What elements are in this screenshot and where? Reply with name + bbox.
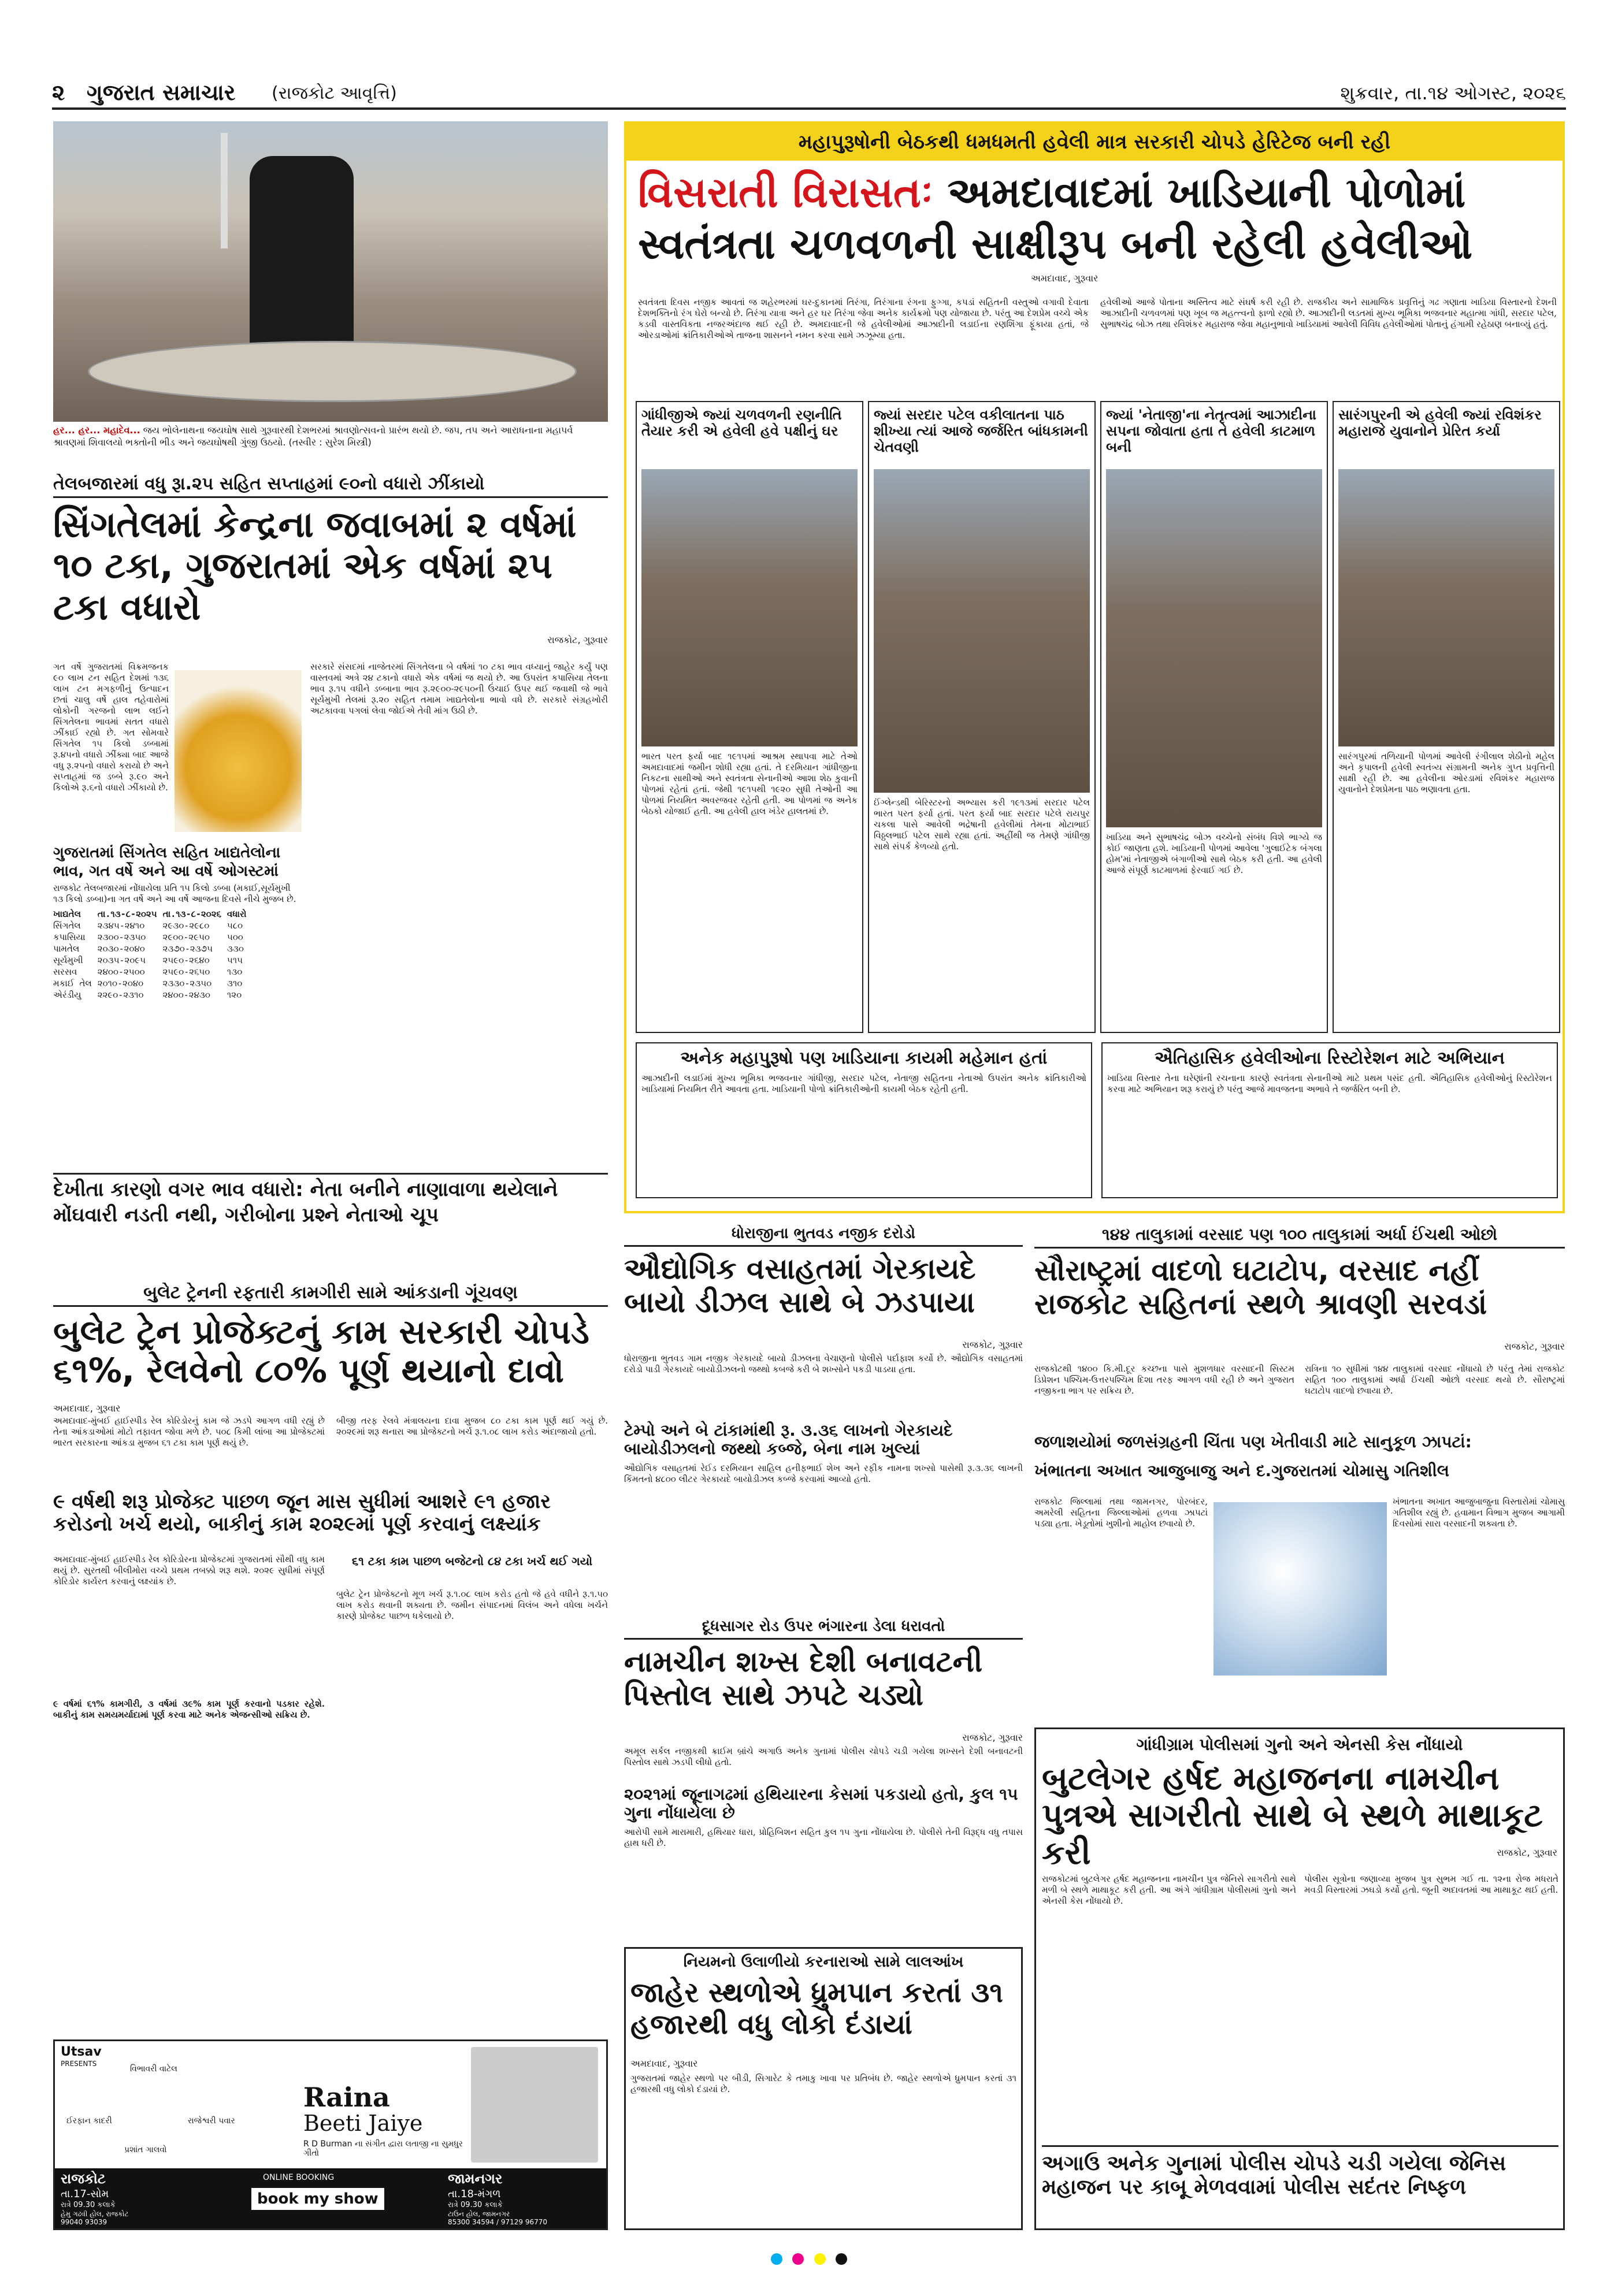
- oil-table-cell: સૂર્યમુખી: [53, 955, 83, 965]
- rain-col-1: [1034, 1364, 1294, 1427]
- oil-body-1: ગત વર્ષે ગુજરાતમાં વિક્રમજનક ૯૦ લાખ ટન સહિત દેશમાં ૧૩૬ લાખ ટન મગફળીનું ઉત્પાદન છતાં ચાલુ વર્ષે હાલ તહેવારોમાં લોકોની ગરજનો લાભ લઈને સિંગતેલના ભાવમાં સતત વધારો ઝીંકાઈ રહ્યો છે. ગત સોમવારે સિંગતેલ ૧૫ કિલો ડબ્બામાં રૂ.૪૫નો વધારો ઝીંક્યા બાદ આજે વધુ રૂ.૨૫નો વધારો કરાયો છે અને સપ્તાહમાં જ ડબ્બે રૂ.૯૦ અને કિલોએ રૂ.૬નો વધારો ઝીંકાયો છે.: [53, 662, 169, 793]
- card-4-title: સારંગપુરની એ હવેલી જ્યાં રવિશંકર મહારાજે યુવાનોને પ્રેરિત કર્યા: [1338, 407, 1542, 439]
- edition: (રાજકોટ આવૃત્તિ): [272, 83, 397, 103]
- bullet-col-2: [336, 1416, 608, 1485]
- page-header: [52, 75, 1566, 110]
- th-2025: તા.૧૩-૮-૨૦૨૫: [97, 909, 157, 919]
- haveli-headline-2: સ્વતંત્રતા ચળવળની સાક્ષીરૂપ બની રહેલી હવેલીઓ: [638, 219, 1473, 268]
- temple-photo: [53, 121, 608, 422]
- ad-title-2: Beeti Jaiye: [303, 2111, 423, 2136]
- haveli-card-3: [1100, 401, 1328, 1033]
- ad-footer: [55, 2168, 606, 2228]
- oil-table-cell: કપાસિયા: [53, 932, 86, 942]
- card-1-text-wrap: [637, 746, 862, 1033]
- oil-table-cell: ૨૪૦૦-૨૪૩૦: [162, 990, 210, 1000]
- smoking-col-1: [630, 2073, 1016, 2160]
- oil-table-title: ગુજરાતમાં સિંગતેલ સહિત ખાદ્યતેલોના ભાવ, ગત વર્ષે અને આ વર્ષે ઓગસ્ટમાં: [53, 844, 281, 880]
- ring-base: [88, 341, 577, 402]
- ad-phone-1: 99040 93039: [61, 2218, 107, 2226]
- haveli-photo-row: [636, 401, 1558, 1031]
- ad-singer-3: રાજેશ્વરી પવાર: [188, 2116, 235, 2126]
- haveli-col-1: [638, 297, 1089, 395]
- ad-venue-1: હેમુ ગઢવી હોલ, રાજકોટ: [61, 2210, 129, 2218]
- restoration-box: [1101, 1042, 1558, 1198]
- oil-kicker: તેલબજારમાં વધુ રૂા.૨૫ સહિત સપ્તાહમાં ૯૦નો વધારો ઝીંકાયો: [53, 474, 608, 498]
- ad-singer-2: ઈરફાન કાદરી: [66, 2116, 112, 2126]
- oil-table-box: [53, 844, 302, 1075]
- diesel-body-1: ધોરાજીના ભુતવડ ગામ નજીક ગેરકાયદે બાયો ડીઝલના વેચાણનો પોલીસે પર્દાફાશ કર્યો છે. ઔદ્યોગિક વસાહતમાં દરોડો પાડી ગેરકાયદે બાયોડીઝલનો જથ્થો કબજે કરી બે શખ્સોને પકડી પાડયા હતા.: [624, 1353, 1023, 1374]
- trishul-icon: [221, 133, 228, 248]
- ad-sub: R D Burman ના સંગીત દ્વારા લતાજી ના સુમધુર ગીતો: [303, 2139, 463, 2158]
- concert-ad: [53, 2039, 608, 2230]
- reg-dot-black: [836, 2253, 847, 2265]
- issue-date: શુક્રવાર, તા.૧૪ ઓગસ્ટ, ૨૦૨૬: [1340, 82, 1566, 104]
- bullet-kicker: બુલેટ ટ્રેનની રફતારી કામગીરી સામે આંકડાની ગૂંચવણ: [53, 1283, 608, 1307]
- oil-table-cell: ૨૩૪૫-૨૪૧૦: [97, 920, 145, 931]
- bullet-body-2: બીજી તરફ રેલવે મંત્રાલયના દાવા મુજબ ૮૦ ટકા કામ પૂર્ણ થઈ ગયું છે. ૨૦૨૯માં શરૂ થનારા આ પ્રોજેક્ટનો ખર્ચ રૂ.૧.૦૮ લાખ કરોડ અંદાજાયો હતો.: [336, 1416, 608, 1437]
- ad-time-1: રાત્રે 09.30 કલાકે: [61, 2201, 116, 2209]
- rain-headline: સૌરાષ્ટ્રમાં વાદળો ઘટાટોપ, વરસાદ નહીં રાજકોટ સહિતનાં સ્થળે શ્રાવણી સરવડાં: [1034, 1254, 1487, 1321]
- photo-caption: [53, 424, 608, 459]
- pistol-kicker: દૂધસાગર રોડ ઉપર ભંગારના ડેલા ધરાવતો: [624, 1618, 1023, 1640]
- card-4-photo: [1338, 469, 1554, 746]
- registration-marks: [0, 2253, 1618, 2276]
- oil-table-row: [53, 954, 252, 966]
- police-body-1: રાજકોટમાં બુટલેગર હર્ષદ મહાજનના નામચીન પુત્ર જેનિસે સાગરીતો સાથે મળી બે સ્થળે માથાકૂટ કરી હતી. આ અંગે ગાંધીગ્રામ પોલીસમાં ગુનો અને એનસી કેસ નોંધાયો છે.: [1042, 1874, 1296, 1906]
- oil-table-cell: ૨૯૦૦-૨૯૫૦: [162, 932, 210, 942]
- oil-table-cell: ૫૧૫: [227, 955, 243, 965]
- caption-text: જય ભોલેનાથના જયઘોષ સાથે ગુરૂવારથી દેશભરમાં શ્રાવણોત્સવનો પ્રારંભ થયો છે. જપ, તપ અને આરાધનાના મહાપર્વ શ્રાવણમાં શિવાલયો ભક્તોની ભીડ અને જયઘોષથી ગુંજી ઉઠયો. (તસ્વીર : સુરેશ મિસ્ત્રી): [53, 425, 573, 448]
- oil-dateline: રાજકોટ, ગુરૂવાર: [547, 634, 608, 645]
- restoration-title: ઐતિહાસિક હવેલીઓના રિસ્ટોરેશન માટે અભિયાન: [1155, 1048, 1505, 1068]
- police-col-1: [1042, 1874, 1296, 2122]
- caption-bold: હર... હર... મહાદેવ...: [53, 425, 140, 436]
- haveli-card-1: [636, 401, 863, 1033]
- oil-table-row: [53, 989, 252, 1001]
- smoking-kicker: નિયમનો ઉલાળીયો કરનારાઓ સામે લાલઆંખ: [683, 1953, 964, 1971]
- oil-table-cell: ૩૧૦: [227, 978, 243, 989]
- diesel-col-1: [624, 1353, 1023, 1417]
- card-4-text: સારંગપુરમાં તળિયાની પોળમાં આવેલી રંગીલાલ શેઠીનો મહેલ અને કૃપાલની હવેલી સ્વતંત્ર્ય સંગ્રામની અનેક ગુપ્ત પ્રવૃત્તિની સાક્ષી રહી છે. આ હવેલીના ઓરડામાં રવિશંકર મહારાજ યુવાનોને દેશપ્રેમના પાઠ ભણાવતા હતા.: [1338, 751, 1554, 794]
- oil-image: [175, 670, 302, 832]
- haveli-body-1: સ્વતંત્રતા દિવસ નજીક આવતાં જ શહેરભરમાં ઘર-દુકાનમાં તિરંગા, તિરંગાના રંગના ફુગ્ગા, કપડાં સહિતની વસ્તુઓ વગાવી દેવાતા દેશભક્તિનો રંગ ઘેરો બન્યો છે. તિરંગા યાત્રા અને હર ઘર તિરંગા જેવા અનેક કાર્યક્રમો પણ યોજાયા છે. પરંતુ આ દેશપ્રેમ વચ્ચે એક કડવી વાસ્તવિકતા નજરઅંદાજ થઈ રહી છે. અમદાવાદની જે હવેલીઓમાં આઝાદીની લડાઈના રણશિંગા ફૂંકાયા હતાં, જે ઓરડાઓમાં ક્રાંતિકારીઓએ તાજના શાસનને નમન કરવા સામે ઝઝૂમ્યા હતા.: [638, 297, 1089, 340]
- card-2-title: જ્યાં સરદાર પટેલ વકીલાતના પાઠ શીખ્યા ત્યાં આજે જર્જરિત બાંધકામની ચેતવણી: [874, 407, 1088, 455]
- oil-table-cell: ૫૮૦: [227, 920, 243, 931]
- oil-story: [53, 474, 608, 1257]
- card-2-photo: [874, 469, 1090, 793]
- oil-table-cell: સરસવ: [53, 967, 77, 977]
- haveli-body-2: હવેલીઓ આજે પોતાના અસ્તિત્વ માટે સંઘર્ષ કરી રહી છે. રાજકીય અને સામાજિક પ્રવૃત્તિનું ગઢ ગણાતા ખાડિયા વિસ્તારનો દેશની આઝાદીની ચળવળમાં પણ ખૂબ જ મહત્ત્વનો ફાળો રહ્યો છે. આઝાદીની લડતમાં મુખ્ય ભૂમિકા ભજવનાર મહાત્મા ગાંધી, સરદાર પટેલ, સુભાષચંદ્ર બોઝ તથા રવિશંકર મહારાજ જેવા મહાનુભાવો ખાડિયામાં આવેલી વિવિધ હવેલીઓમાં પોતાનું હંગામી રહેઠાણ બનાવ્યું હતું.: [1100, 297, 1557, 329]
- ad-phone-2: 85300 34594 / 97129 96770: [448, 2218, 547, 2226]
- rain-col-3: [1034, 1496, 1208, 1710]
- reg-dot-yellow: [814, 2253, 826, 2265]
- bullet-box-title: ૬૧ ટકા કામ પાછળ બજેટનો ૮૪ ટકા ખર્ચ થઈ ગયો: [351, 1554, 593, 1568]
- diesel-story: [624, 1225, 1023, 1618]
- restoration-text-wrap: [1107, 1073, 1552, 1095]
- haveli-headline-1: અમદાવાદમાં ખાડિયાની પોળોમાં: [947, 168, 1466, 217]
- ad-city-1: રાજકોટ: [61, 2171, 106, 2187]
- haveli-card-4: [1333, 401, 1560, 1033]
- smoking-headline: જાહેર સ્થળોએ ધ્રુમપાન કરતાં ૩૧ હજારથી વધુ લોકો દંડાયાં: [630, 1977, 1003, 2041]
- bullet-col-3: [53, 1554, 325, 1699]
- bullet-headline: બુલેટ ટ્રેન પ્રોજેક્ટનું કામ સરકારી ચોપડે ૬૧%, રેલવેનો ૮૦% પૂર્ણ થયાનો દાવો: [53, 1312, 589, 1390]
- smoking-story: [624, 1947, 1023, 2230]
- diesel-kicker: ધોરાજીના ભુતવડ નજીક દરોડો: [624, 1225, 1023, 1247]
- mahapurush-text-wrap: [641, 1073, 1086, 1095]
- pistol-body-2: આરોપી સામે મારામારી, હથિયાર ધારા, પ્રોહિબિશન સહિત કુલ ૧૫ ગુના નોંધાયેલા છે. પોલીસે તેની વિરૂદ્ધ વધુ તપાસ હાથ ધરી છે.: [624, 1827, 1023, 1849]
- ad-date-1: તા.17-સોમ: [61, 2188, 109, 2200]
- bullet-body-5: ૯ વર્ષમાં ૬૧% કામગીરી, ૩ વર્ષમાં ૩૯% કામ પૂર્ણ કરવાનો પડકાર રહેશે. બાકીનું કામ સમયમર્યાદામાં પૂર્ણ કરવા માટે અનેક એજન્સીઓ સક્રિય છે.: [53, 1699, 325, 1720]
- bullet-col-1: [53, 1416, 325, 1485]
- haveli-col-2: [1100, 297, 1557, 395]
- oil-table-row: [53, 943, 252, 954]
- rain-subhead-1: જળાશયોમાં જળસંગ્રહની ચિંતા પણ ખેતીવાડી માટે સાનુકૂળ ઝાપટાં:: [1034, 1432, 1472, 1451]
- ad-brand: Utsav: [61, 2045, 102, 2059]
- police-headline: બુટલેગર હર્ષદ મહાજનના નામચીન પુત્રએ સાગરીતો સાથે બે સ્થળે માથાકૂટ કરી: [1042, 1760, 1543, 1872]
- pistol-col-1: [624, 1746, 1023, 1781]
- card-1-photo: [641, 469, 858, 746]
- card-2-text-wrap: [869, 793, 1094, 1033]
- oil-table-cell: એરંડીયુ: [53, 990, 81, 1000]
- mahapurush-text: આઝાદીની લડાઈમાં મુખ્ય ભૂમિકા ભજવનાર ગાંધીજી, સરદાર પટેલ, નેતાજી સહિતના નેતાઓ ઉપરાંત અનેક ક્રાંતિકારીઓ ખાડિયામાં નિયમિત રીતે આવતા હતા. ખાડિયાની પોળો ક્રાંતિકારીઓની કાયમી બેઠક રહેતી હતી.: [641, 1073, 1086, 1094]
- police-dateline: રાજકોટ, ગુરૂવાર: [1497, 1847, 1557, 1858]
- bullet-body-3: અમદાવાદ-મુંબઈ હાઈસ્પીડ રેલ કોરિડોરના પ્રોજેક્ટમાં ગુજરાતમાં સૌથી વધુ કામ થયું છે. સુરતથી બીલીમોરા વચ્ચે પ્રથમ તબક્કો શરૂ થશે. ૨૦૨૯ સુધીમાં સંપૂર્ણ કોરિડોર કાર્યરત કરવાનું લક્ષ્યાંક છે.: [53, 1554, 325, 1587]
- police-body-2: પોલીસ સૂત્રોના જણાવ્યા મુજબ પુત્ર સુભમ ગઈ તા. ૧૨ના રોજ મધરાતે મવડી વિસ્તારમાં ઝઘડો કર્યો હતો. જૂની અદાવતમાં આ માથાકૂટ થઈ હતી.: [1304, 1874, 1558, 1895]
- bullet-story: [53, 1283, 608, 2011]
- card-3-title: જ્યાં 'નેતાજી'ના નેતૃત્વમાં આઝાદીના સપના જોવાતા હતા તે હવેલી કાટમાળ બની: [1106, 407, 1316, 455]
- police-kicker: ગાંધીગ્રામ પોલીસમાં ગુનો અને એનસી કેસ નોંધાયો: [1136, 1735, 1463, 1754]
- pistol-subhead: ૨૦૨૧માં જૂનાગઢમાં હથિયારના કેસમાં પકડાયો હતો, કુલ ૧૫ ગુના નોંધાયેલા છે: [624, 1785, 1018, 1823]
- haveli-headline-line1: [638, 169, 1551, 217]
- oil-table-cell: ૨૦૧૦-૨૦૪૦: [97, 978, 144, 989]
- oil-table-cell: ૨૨૯૦-૨૩૧૦: [97, 990, 144, 1000]
- oil-table-cell: ૨૯૩૦-૨૯૮૦: [162, 920, 210, 931]
- ad-booking: ONLINE BOOKING: [263, 2173, 335, 2182]
- pistol-headline: નામચીન શખ્સ દેશી બનાવટની પિસ્તોલ સાથે ઝપટે ચડ્યો: [624, 1645, 983, 1712]
- rain-body-3: રાજકોટ જિલ્લામાં તથા જામનગર, પોરબંદર, અમરેલી સહિતના જિલ્લાઓમાં હળવા ઝાપટાં પડ્યા હતા. ખેડૂતોમાં ખુશીનો માહોલ છવાયો છે.: [1034, 1496, 1208, 1529]
- card-3-text-wrap: [1101, 827, 1327, 1033]
- bullet-body-1: અમદાવાદ-મુંબઈ હાઈસ્પીડ રેલ કોરિડોરનું કામ જે ઝડપે આગળ વધી રહ્યું છે તેના આંકડાઓમાં મોટો તફાવત જોવા મળે છે. ૫૦૮ કિમી લાંબા આ પ્રોજેક્ટમાં ભારત સરકારના આંકડા મુજબ ૬૧ ટકા કામ પૂર્ણ થયું છે.: [53, 1416, 325, 1448]
- haveli-card-2: [868, 401, 1096, 1033]
- cloud-photo: [1214, 1502, 1387, 1675]
- oil-table-cell: ૨૪૦૦-૨૫૦૦: [97, 967, 145, 977]
- mahapurush-box: [636, 1042, 1092, 1198]
- page-number: ૨: [52, 80, 65, 105]
- card-3-photo: [1106, 469, 1322, 827]
- oil-col-1: [53, 662, 169, 835]
- police-col-2: [1304, 1874, 1558, 2122]
- reg-dot-magenta: [792, 2253, 804, 2265]
- oil-table-row: [53, 920, 252, 931]
- police-footer: અગાઉ અનેક ગુનામાં પોલીસ ચોપડે ચડી ગયેલા જેનિસ મહાજન પર કાબૂ મેળવવામાં પોલીસ સદંતર નિષ્ફળ: [1042, 2145, 1558, 2200]
- card-1-title: ગાંધીજીએ જ્યાં ચળવળની રણનીતિ તૈયાર કરી એ હવેલી હવે પક્ષીનું ઘર: [641, 407, 842, 439]
- ad-city-2: જામનગર: [448, 2171, 503, 2187]
- th-2026: તા.૧૩-૮-૨૦૨૬: [162, 909, 221, 919]
- ad-date-2: તા.18-મંગળ: [448, 2188, 501, 2200]
- pistol-col-2: [624, 1827, 1023, 1914]
- rain-body-1: રાજકોટથી ૧૪૦૦ કિ.મી.દૂર કચ્છના પાસે મુશળધાર વરસાદની સિસ્ટમ ડિપ્રેશન પશ્ચિમ-ઉત્તરપશ્ચિમ દિશા તરફ આગળ વધી રહી છે અને ગુજરાત નજીકના ભાગ પર સક્રિય છે.: [1034, 1364, 1294, 1396]
- reg-dot-cyan: [771, 2253, 782, 2265]
- restoration-text: ખાડિયા વિસ્તાર તેના ઘરેણાંની રચનાના કારણે સ્વતંત્રતા સેનાનીઓ માટે પ્રથમ પસંદ હતી. ઐતિહાસિક હવેલીઓનું રિસ્ટોરેશન કરવા માટે અભિયાન શરૂ કરાયું છે પરંતુ આજે માવજતના અભાવે તે જર્જરિત બની છે.: [1107, 1073, 1552, 1094]
- ad-time-2: રાત્રે 09.30 કલાકે: [448, 2201, 503, 2209]
- diesel-subhead: ટેમ્પો અને બે ટાંકામાંથી રૂ. ૩.૩૬ લાખનો ગેરકાયદે બાયોડીઝલનો જથ્થો કબ્જે, બેના નામ ખુલ્યાં: [624, 1421, 953, 1459]
- police-story: [1034, 1727, 1565, 2230]
- haveli-dateline: અમદાવાદ, ગુરૂવાર: [1031, 272, 1099, 284]
- th-increase: વધારો: [227, 909, 247, 919]
- haveli-kicker: મહાપુરૂષોની બેઠકથી ધમધમતી હવેલી માત્ર સરકારી ચોપડે હેરિટેજ બની રહી: [626, 124, 1563, 161]
- rain-body-4: ખંભાતના અખાત આજુબાજુના વિસ્તારોમાં ચોમાસુ ગતિશીલ રહ્યું છે. હવામાન વિભાગ મુજબ આગામી દિવસોમાં સારા વરસાદની શક્યતા છે.: [1393, 1496, 1565, 1529]
- oil-table-cell: ૧૨૦: [227, 990, 242, 1000]
- oil-table-cell: ૨૫૯૦-૨૬૫૦: [162, 967, 210, 977]
- ad-venue-2: ટાઉન હોલ, જામનગર: [448, 2210, 510, 2218]
- bookmyshow-logo[interactable]: book my show: [251, 2188, 384, 2210]
- oil-table-cell: ૨૩૦૦-૨૩૫૦: [97, 932, 146, 942]
- oil-table-body: [53, 920, 252, 1001]
- oil-table-row: [53, 931, 252, 943]
- oil-table-cell: ૩૩૦: [227, 943, 244, 954]
- oil-table-intro: રાજકોટ તેલબજારમાં નોંધાયેલા પ્રતિ ૧૫ કિલો ડબ્બા (મકાઈ,સૂર્યમુખી ૧૩ કિલો ડબ્બા)ના ગત વર્ષે અને આ વર્ષે આજના દિવસે નીચે મુજબ છે.: [53, 883, 296, 904]
- mahapurush-title: અનેક મહાપુરૂષો પણ ખાડિયાના કાયમી મહેમાન હતાં: [680, 1048, 1048, 1068]
- smoking-body-1: ગુજરાતમાં જાહેર સ્થળો પર બીડી, સિગારેટ કે તમાકુ ખાવા પર પ્રતિબંધ છે. જાહેર સ્થળોએ ધ્રુમપાન કરતાં ૩૧ હજારથી વધુ લોકો દંડાયાં છે.: [630, 2073, 1016, 2094]
- bullet-col-5: [53, 1699, 325, 1814]
- bullet-col-4: [336, 1589, 608, 1820]
- ad-title-1: Raina: [303, 2082, 390, 2113]
- card-4-text-wrap: [1334, 746, 1559, 1033]
- oil-col-2: [310, 662, 608, 1135]
- card-2-text: ઈંગ્લેન્ડથી બેરિસ્ટરનો અભ્યાસ કરી ૧૯૧૩માં સરદાર પટેલ ભારત પરત ફર્યા હતાં. પરત ફર્યા બાદ સરદાર પટેલે રાયપુર ચકલા પાસે આવેલી ભદ્રેષાની હવેલીમાં તેમના મોટાભાઈ વિઠ્ઠલભાઈ પટેલ સાથે રહ્યા હતાં. અહીંથી જ તેમણે ગાંધીજી સાથે સંપર્ક કેળવ્યો હતો.: [874, 797, 1090, 852]
- diesel-headline: ઔદ્યોગિક વસાહતમાં ગેરકાયદે બાયો ડીઝલ સાથે બે ઝડપાયા: [624, 1252, 976, 1319]
- oil-body-2: સરકારે સંસદમાં નાજેતરમાં સિંગતેલના બે વર્ષમાં ૧૦ ટકા ભાવ વધ્યાનું જાહેર કર્યું પણ વાસ્તવમાં અત્રે ૨૪ ટકાનો વધારો એક વર્ષમાં જ થયો છે. આ ઉપરાંત કપાસિયા તેલના ભાવ રૂ.૧૫ વધીને ડબ્બાના ભાવ રૂ.૨૯૦૦-૨૯૫૦ની ઉંચાઈ ઉપર થઈ જવાથી જે ભાવે સૂર્યમુખી તેલમાં રૂ.૨૦ સહિત તમામ ખાદ્યતેલોના ભાવો વધે છે. સરકારે સંગ્રહખોરી અટકાવવા પગલાં લેવા જોઈએ તેવી માંગ ઉઠી છે.: [310, 662, 608, 716]
- haveli-story: [624, 121, 1565, 1213]
- oil-table-row: [53, 978, 252, 989]
- oil-table-cell: ૨૩૩૦-૨૩૫૦: [162, 978, 212, 989]
- th-oil: ખાદ્યતેલ: [53, 909, 81, 919]
- oil-table-cell: ૨૦૩૫-૨૦૯૫: [97, 955, 146, 965]
- rain-subhead-2: ખંભાતના અખાત આજુબાજુ અને દ.ગુજરાતમાં ચોમાસુ ગતિશીલ: [1034, 1461, 1449, 1480]
- card-1-text: ભારત પરત ફર્યા બાદ ૧૯૧૫માં આશ્રમ સ્થાપવા માટે તેઓ અમદાવાદમાં જમીન શોધી રહ્યા હતાં. તે દરમિયાન ગાંધીજીના નિકટના સાથીઓ અને સ્વતંત્રતા સેનાનીઓ આશા શેઠ કુવાની પોળમાં રહેતાં હતાં. જેથી ૧૯૧૫થી ૧૯૨૦ સુધી તેઓની આ પોળમાં નિયમિત અવરજવર રહેતી હતી. આ પોળમાં જ અનેક બેઠકો યોજાઈ હતી. આ હવેલી હાલ ખંડેર હાલતમાં છે.: [641, 751, 858, 816]
- oil-table-cell: સિંગતેલ: [53, 920, 81, 931]
- pistol-story: [624, 1618, 1023, 1941]
- oil-headline: સિંગતેલમાં કેન્દ્રના જવાબમાં ૨ વર્ષમાં ૧૦ ટકા, ગુજરાતમાં એક વર્ષમાં ૨૫ ટકા વધારો: [53, 503, 577, 628]
- oil-footer: દેખીતા કારણો વગર ભાવ વધારો: નેતા બનીને નાણાવાળા થયેલાને મોંઘવારી નડતી નથી, ગરીબોના પ્રશ્ને નેતાઓ ચૂપ: [53, 1173, 608, 1228]
- bullet-dateline: અમદાવાદ, ગુરૂવાર: [53, 1403, 121, 1414]
- ad-singer-1: વિભાવરી વાટેલ: [130, 2064, 177, 2074]
- haveli-headline-red: વિસરાતી વિરાસતઃ: [638, 168, 933, 217]
- bullet-subhead: ૯ વર્ષથી શરૂ પ્રોજેક્ટ પાછળ જૂન માસ સુધીમાં આશરે ૯૧ હજાર કરોડનો ખર્ચ થયો, બાકીનું કામ ૨૦૨૯માં પૂર્ણ કરવાનું લક્ષ્યાંક: [53, 1490, 551, 1536]
- diesel-body-2: ઔદ્યોગિક વસાહતમાં રેઈડ દરમિયાન સાહિલ હનીફભાઈ શેખ અને રફીક નામના શખ્સો પાસેથી રૂ.૩.૩૬ લાખની કિંમતનો ૪૮૦૦ લીટર ગેરકાયદે બાયોડીઝલ કબ્જે કરવામાં આવ્યો હતો.: [624, 1463, 1023, 1485]
- oil-table-cell: ૨૦૩૦-૨૦૪૦: [97, 943, 145, 954]
- ad-singer-4: પ્રશાંત ગાલવો: [124, 2145, 167, 2154]
- ad-presents: PRESENTS: [61, 2060, 97, 2068]
- shivling-shape: [250, 156, 354, 364]
- diesel-dateline: રાજકોટ, ગુરૂવાર: [962, 1339, 1023, 1350]
- rain-col-4: [1393, 1496, 1565, 1710]
- smoking-dateline: અમદાવાદ, ગુરૂવાર: [630, 2058, 698, 2069]
- rain-dateline: રાજકોટ, ગુરૂવાર: [1504, 1341, 1565, 1352]
- oil-table-cell: પામતેલ: [53, 943, 80, 954]
- oil-table-cell: મકાઈ તેલ: [53, 978, 92, 989]
- card-3-text: ખાડિયા અને સુભાષચંદ્ર બોઝ વચ્ચેનો સંબંધ વિશે ભાગ્યે જ કોઈ જાણતા હશે. ખાડિયાની પોળમાં આવેલા 'ગુલાઈટેક બંગલા હોમ'માં નેતાજીએ બંગાળીઓ સાથે બેઠક કરી હતી. આ હવેલી આજે સંપૂર્ણ કાટમાળમાં ફેરવાઈ ગઈ છે.: [1106, 832, 1322, 875]
- oil-table-cell: ૨૩૭૦-૨૩૭૫: [162, 943, 213, 954]
- pistol-body-1: અમૂલ સર્કલ નજીકથી ક્રાઈમ બ્રાંચે અગાઉ અનેક ગુનામાં પોલીસ ચોપડે ચડી ગયેલા શખ્સને દેશી બનાવટની પિસ્તોલ સાથે ઝડપી લીધો હતો.: [624, 1746, 1023, 1767]
- diesel-col-2: [624, 1463, 1023, 1555]
- rain-story: [1034, 1225, 1565, 1722]
- rain-body-2: રાત્રિના ૧૦ સુધીમાં ૧૪૪ તાલુકામાં વરસાદ નોંધાયો છે પરંતુ તેમાં રાજકોટ સહિત ૧૦૦ તાલુકામાં અર્ધા ઈંચથી ઓછો વરસાદ થયો છે. સૌરાષ્ટ્રમાં ઘટાટોપ વાદળો છવાયા છે.: [1305, 1364, 1565, 1396]
- paper-name: ગુજરાત સમાચાર: [87, 80, 236, 105]
- pistol-dateline: રાજકોટ, ગુરૂવાર: [962, 1732, 1023, 1743]
- ad-portrait: [471, 2047, 598, 2163]
- oil-table-cell: ૫૦૦: [227, 932, 243, 942]
- oil-table-row: [53, 966, 252, 978]
- rain-kicker: ૧૪૪ તાલુકામાં વરસાદ પણ ૧૦૦ તાલુકામાં અર્ધા ઈંચથી ઓછો: [1034, 1225, 1565, 1249]
- oil-table-cell: ૨૫૯૦-૨૬૪૦: [162, 955, 210, 965]
- rain-col-2: [1305, 1364, 1565, 1427]
- oil-table-cell: ૧૩૦: [227, 967, 243, 977]
- bullet-body-4: બુલેટ ટ્રેન પ્રોજેક્ટનો મૂળ ખર્ચ રૂ.૧.૦૮ લાખ કરોડ હતો જે હવે વધીને રૂ.૧.૫૦ લાખ કરોડ થવાની શક્યતા છે. જમીન સંપાદનમાં વિલંબ અને વધેલા ખર્ચને કારણે પ્રોજેક્ટ પાછળ ધકેલાયો છે.: [336, 1589, 608, 1621]
- oil-price-table: [53, 908, 252, 1001]
